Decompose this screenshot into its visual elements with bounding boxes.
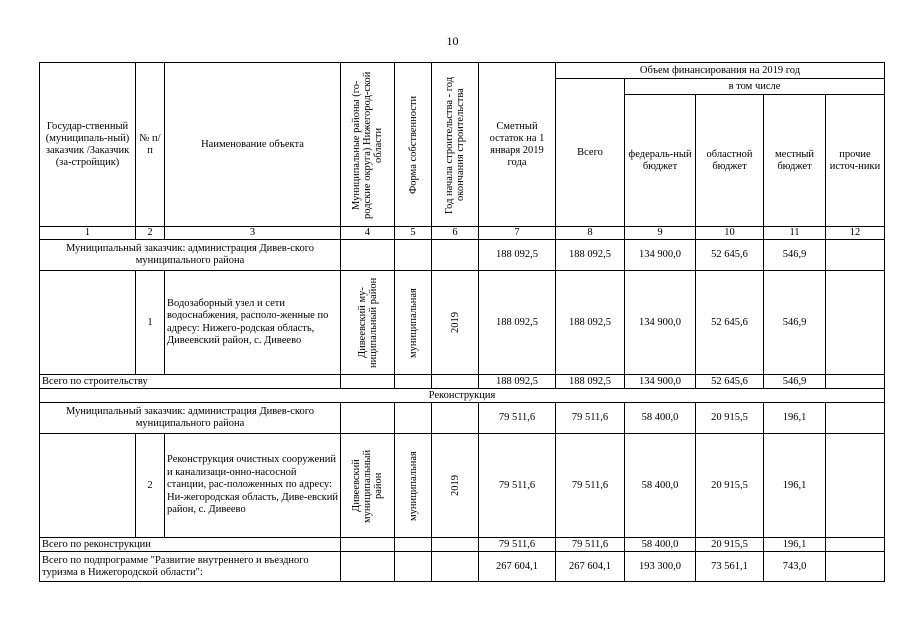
column-number: 2: [136, 227, 165, 240]
page-number: 10: [446, 34, 459, 48]
total-reconstruction-label: Всего по реконструкции: [40, 538, 341, 552]
object-ownership: [395, 271, 432, 375]
column-number: 7: [479, 227, 556, 240]
federal-value: 134 900,0: [625, 240, 696, 271]
total-value: 188 092,5: [556, 375, 625, 389]
object-district-text: Дивеевский му-ниципальный район: [356, 277, 379, 368]
section-row: [40, 389, 885, 403]
header-district: [341, 63, 395, 227]
local-value: 546,9: [764, 240, 826, 271]
balance-value: 188 092,5: [479, 240, 556, 271]
total-value: 188 092,5: [556, 271, 625, 375]
local-value: 196,1: [764, 403, 826, 434]
federal-value: 58 400,0: [625, 403, 696, 434]
local-value: 743,0: [764, 552, 826, 582]
federal-value: 193 300,0: [625, 552, 696, 582]
object-year: [432, 271, 479, 375]
table-row: [40, 403, 885, 434]
customer-label: Муниципальный заказчик: администрация Дивев-ского муниципального района: [40, 403, 341, 434]
total-value: 79 511,6: [556, 538, 625, 552]
column-number: 9: [625, 227, 696, 240]
object-year: [432, 434, 479, 538]
column-number: 5: [395, 227, 432, 240]
object-name: Реконструкция очистных сооружений и канализаци-онно-насосной станции, рас-положенных по адресу: Ни-жегородская область, Диве-евский район, с. Дивеево: [165, 434, 341, 538]
federal-value: 134 900,0: [625, 271, 696, 375]
local-value: 546,9: [764, 271, 826, 375]
local-value: 546,9: [764, 375, 826, 389]
object-ownership-text: муниципальная: [407, 287, 419, 358]
federal-value: 58 400,0: [625, 538, 696, 552]
total-value: 79 511,6: [556, 434, 625, 538]
total-value: 188 092,5: [556, 240, 625, 271]
balance-value: 79 511,6: [479, 403, 556, 434]
regional-value: 20 915,5: [696, 403, 764, 434]
column-number: 12: [826, 227, 885, 240]
object-district: [341, 271, 395, 375]
object-year-text: 2019: [449, 475, 461, 496]
header-balance: Сметный остаток на 1 января 2019 года: [479, 63, 556, 227]
section-title: Реконструкция: [40, 389, 885, 403]
column-number: 11: [764, 227, 826, 240]
column-number: 6: [432, 227, 479, 240]
header-other: прочие источ-ники: [826, 95, 885, 227]
object-number: 2: [136, 434, 165, 538]
header-ownership-text: Форма собственности: [407, 95, 419, 194]
total-value: 79 511,6: [556, 403, 625, 434]
header-ownership: [395, 63, 432, 227]
local-value: 196,1: [764, 538, 826, 552]
balance-value: 188 092,5: [479, 271, 556, 375]
header-years: [432, 63, 479, 227]
total-subprogram-label: Всего по подпрограмме "Развитие внутреннего и въездного туризма в Нижегородской области":: [40, 552, 341, 582]
column-number: 10: [696, 227, 764, 240]
column-number: 8: [556, 227, 625, 240]
regional-value: 52 645,6: [696, 240, 764, 271]
object-district: [341, 434, 395, 538]
object-year-text: 2019: [449, 312, 461, 333]
column-numbers-row: [40, 227, 885, 240]
financing-table: [39, 62, 885, 582]
column-number: 3: [165, 227, 341, 240]
object-district-text: Дивеевский муниципальный район: [351, 448, 384, 523]
regional-value: 20 915,5: [696, 538, 764, 552]
balance-value: 267 604,1: [479, 552, 556, 582]
table-row: [40, 552, 885, 582]
table-row: [40, 271, 885, 375]
header-funding: Объем финансирования на 2019 год: [556, 63, 885, 79]
federal-value: 134 900,0: [625, 375, 696, 389]
header-customer: Государ-ственный (муниципаль-ный) заказчик /Заказчик (за-стройщик): [40, 63, 136, 227]
total-value: 267 604,1: [556, 552, 625, 582]
object-number: 1: [136, 271, 165, 375]
header-including: в том числе: [625, 79, 885, 95]
column-number: 1: [40, 227, 136, 240]
header-district-text: Муниципальные районы (го-родские округа) Нижегород-ской области: [351, 70, 384, 219]
header-local: местный бюджет: [764, 95, 826, 227]
column-number: 4: [341, 227, 395, 240]
object-ownership-text: муниципальная: [407, 450, 419, 521]
balance-value: 188 092,5: [479, 375, 556, 389]
total-construction-label: Всего по строительству: [40, 375, 341, 389]
table-row: [40, 538, 885, 552]
local-value: 196,1: [764, 434, 826, 538]
table-row: [40, 434, 885, 538]
regional-value: 73 561,1: [696, 552, 764, 582]
header-years-text: Год начала строительства - год окончания строительства: [444, 75, 466, 214]
regional-value: 52 645,6: [696, 271, 764, 375]
table-row: [40, 375, 885, 389]
header-federal: федераль-ный бюджет: [625, 95, 696, 227]
table-row: [40, 240, 885, 271]
object-ownership: [395, 434, 432, 538]
regional-value: 20 915,5: [696, 434, 764, 538]
balance-value: 79 511,6: [479, 434, 556, 538]
object-name: Водозаборный узел и сети водоснабжения, располо-женные по адресу: Нижего-родская область, Дивеевский район, с. Дивеево: [165, 271, 341, 375]
header-number: № п/п: [136, 63, 165, 227]
header-object-name: Наименование объекта: [165, 63, 341, 227]
balance-value: 79 511,6: [479, 538, 556, 552]
header-total: Всего: [556, 79, 625, 227]
regional-value: 52 645,6: [696, 375, 764, 389]
header-regional: областной бюджет: [696, 95, 764, 227]
customer-label: Муниципальный заказчик: администрация Дивев-ского муниципального района: [40, 240, 341, 271]
federal-value: 58 400,0: [625, 434, 696, 538]
